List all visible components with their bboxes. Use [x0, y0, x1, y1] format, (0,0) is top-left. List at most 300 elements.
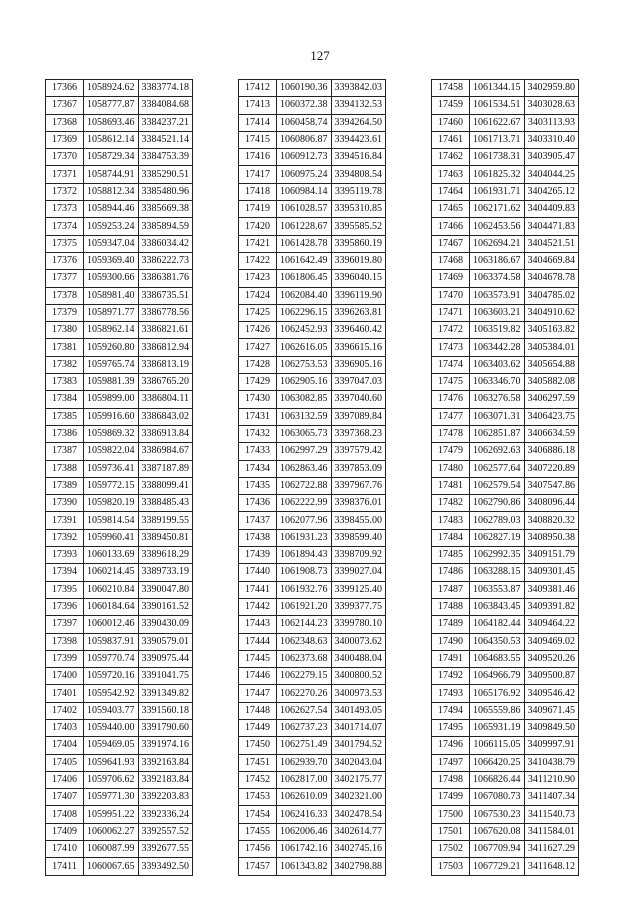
- x-coordinate-cell: 1058971.77: [84, 304, 139, 321]
- point-number-cell: 17411: [46, 858, 84, 875]
- table-row: [239, 581, 386, 598]
- point-number-cell: 17422: [239, 252, 277, 269]
- x-coordinate-cell: 1060458.74: [277, 114, 332, 131]
- point-number-cell: 17395: [46, 581, 84, 598]
- x-coordinate-cell: 1059960.41: [84, 529, 139, 546]
- table-row: [46, 598, 193, 615]
- table-row: [239, 443, 386, 460]
- x-coordinate-cell: 1059881.39: [84, 374, 139, 391]
- point-number-cell: 17415: [239, 131, 277, 148]
- x-coordinate-cell: 1062790.86: [470, 495, 525, 512]
- x-coordinate-cell: 1059260.80: [84, 339, 139, 356]
- point-number-cell: 17483: [432, 512, 470, 529]
- table-row: [432, 356, 579, 373]
- point-number-cell: 17467: [432, 235, 470, 252]
- point-number-cell: 17471: [432, 304, 470, 321]
- x-coordinate-cell: 1058981.40: [84, 287, 139, 304]
- y-coordinate-cell: 3411648.12: [524, 858, 579, 875]
- point-number-cell: 17381: [46, 339, 84, 356]
- point-number-cell: 17391: [46, 512, 84, 529]
- point-number-cell: 17501: [432, 823, 470, 840]
- point-number-cell: 17404: [46, 737, 84, 754]
- x-coordinate-cell: 1061642.49: [277, 252, 332, 269]
- table-row: [46, 529, 193, 546]
- y-coordinate-cell: 3392557.52: [138, 823, 193, 840]
- point-number-cell: 17502: [432, 841, 470, 858]
- table-row: [432, 131, 579, 148]
- y-coordinate-cell: 3387187.89: [138, 460, 193, 477]
- y-coordinate-cell: 3404471.83: [524, 218, 579, 235]
- x-coordinate-cell: 1064683.55: [470, 650, 525, 667]
- y-coordinate-cell: 3411540.73: [524, 806, 579, 823]
- x-coordinate-cell: 1062863.46: [277, 460, 332, 477]
- point-number-cell: 17462: [432, 149, 470, 166]
- x-coordinate-cell: 1059814.54: [84, 512, 139, 529]
- y-coordinate-cell: 3391560.18: [138, 702, 193, 719]
- x-coordinate-cell: 1063403.62: [470, 356, 525, 373]
- y-coordinate-cell: 3409391.82: [524, 598, 579, 615]
- x-coordinate-cell: 1058812.34: [84, 183, 139, 200]
- point-number-cell: 17430: [239, 391, 277, 408]
- y-coordinate-cell: 3397579.42: [331, 443, 386, 460]
- table-row: [46, 547, 193, 564]
- table-row: [46, 789, 193, 806]
- point-number-cell: 17409: [46, 823, 84, 840]
- y-coordinate-cell: 3386913.84: [138, 425, 193, 442]
- y-coordinate-cell: 3402321.00: [331, 789, 386, 806]
- x-coordinate-cell: 1060012.46: [84, 616, 139, 633]
- y-coordinate-cell: 3400073.62: [331, 633, 386, 650]
- point-number-cell: 17478: [432, 425, 470, 442]
- table-row: [239, 287, 386, 304]
- table-row: [46, 650, 193, 667]
- point-number-cell: 17368: [46, 114, 84, 131]
- y-coordinate-cell: 3403028.63: [524, 97, 579, 114]
- table-row: [46, 235, 193, 252]
- x-coordinate-cell: 1059916.60: [84, 408, 139, 425]
- x-coordinate-cell: 1063065.73: [277, 425, 332, 442]
- x-coordinate-cell: 1061738.31: [470, 149, 525, 166]
- y-coordinate-cell: 3384237.21: [138, 114, 193, 131]
- point-number-cell: 17425: [239, 304, 277, 321]
- table-row: [46, 131, 193, 148]
- table-row: [432, 287, 579, 304]
- x-coordinate-cell: 1062817.00: [277, 771, 332, 788]
- table-row: [432, 616, 579, 633]
- table-row: [432, 252, 579, 269]
- point-number-cell: 17437: [239, 512, 277, 529]
- y-coordinate-cell: 3386984.67: [138, 443, 193, 460]
- y-coordinate-cell: 3386034.42: [138, 235, 193, 252]
- point-number-cell: 17399: [46, 650, 84, 667]
- y-coordinate-cell: 3408096.44: [524, 495, 579, 512]
- table-row: [46, 391, 193, 408]
- point-number-cell: 17500: [432, 806, 470, 823]
- point-number-cell: 17449: [239, 719, 277, 736]
- table-row: [432, 374, 579, 391]
- x-coordinate-cell: 1067729.21: [470, 858, 525, 875]
- x-coordinate-cell: 1061713.71: [470, 131, 525, 148]
- y-coordinate-cell: 3402614.77: [331, 823, 386, 840]
- y-coordinate-cell: 3386821.61: [138, 322, 193, 339]
- y-coordinate-cell: 3404678.78: [524, 270, 579, 287]
- point-number-cell: 17495: [432, 719, 470, 736]
- x-coordinate-cell: 1065931.19: [470, 719, 525, 736]
- point-number-cell: 17475: [432, 374, 470, 391]
- y-coordinate-cell: 3401493.05: [331, 702, 386, 719]
- point-number-cell: 17454: [239, 806, 277, 823]
- x-coordinate-cell: 1059542.92: [84, 685, 139, 702]
- table-row: [432, 702, 579, 719]
- x-coordinate-cell: 1059822.04: [84, 443, 139, 460]
- table-row: [432, 218, 579, 235]
- x-coordinate-cell: 1061344.15: [470, 80, 525, 97]
- point-number-cell: 17414: [239, 114, 277, 131]
- point-number-cell: 17463: [432, 166, 470, 183]
- point-number-cell: 17382: [46, 356, 84, 373]
- point-number-cell: 17460: [432, 114, 470, 131]
- y-coordinate-cell: 3392203.83: [138, 789, 193, 806]
- point-number-cell: 17408: [46, 806, 84, 823]
- y-coordinate-cell: 3400800.52: [331, 668, 386, 685]
- x-coordinate-cell: 1060984.14: [277, 183, 332, 200]
- y-coordinate-cell: 3405882.08: [524, 374, 579, 391]
- table-row: [432, 114, 579, 131]
- y-coordinate-cell: 3397040.60: [331, 391, 386, 408]
- y-coordinate-cell: 3402175.77: [331, 771, 386, 788]
- y-coordinate-cell: 3402798.88: [331, 858, 386, 875]
- x-coordinate-cell: 1062722.88: [277, 477, 332, 494]
- x-coordinate-cell: 1059770.74: [84, 650, 139, 667]
- y-coordinate-cell: 3409997.91: [524, 737, 579, 754]
- x-coordinate-cell: 1061894.43: [277, 547, 332, 564]
- x-coordinate-cell: 1059820.19: [84, 495, 139, 512]
- y-coordinate-cell: 3394423.61: [331, 131, 386, 148]
- y-coordinate-cell: 3384521.14: [138, 131, 193, 148]
- y-coordinate-cell: 3405163.82: [524, 322, 579, 339]
- x-coordinate-cell: 1060184.64: [84, 598, 139, 615]
- x-coordinate-cell: 1060806.87: [277, 131, 332, 148]
- point-number-cell: 17492: [432, 668, 470, 685]
- table-row: [239, 252, 386, 269]
- table-row: [432, 789, 579, 806]
- x-coordinate-cell: 1060133.69: [84, 547, 139, 564]
- table-row: [239, 685, 386, 702]
- point-number-cell: 17498: [432, 771, 470, 788]
- x-coordinate-cell: 1063573.91: [470, 287, 525, 304]
- point-number-cell: 17367: [46, 97, 84, 114]
- table-row: [239, 80, 386, 97]
- table-row: [46, 322, 193, 339]
- y-coordinate-cell: 3405384.01: [524, 339, 579, 356]
- x-coordinate-cell: 1062453.56: [470, 218, 525, 235]
- table-row: [432, 771, 579, 788]
- coordinate-table-3: [431, 79, 579, 876]
- x-coordinate-cell: 1062452.93: [277, 322, 332, 339]
- point-number-cell: 17497: [432, 754, 470, 771]
- table-row: [239, 270, 386, 287]
- point-number-cell: 17499: [432, 789, 470, 806]
- point-number-cell: 17458: [432, 80, 470, 97]
- point-number-cell: 17479: [432, 443, 470, 460]
- table-row: [239, 166, 386, 183]
- x-coordinate-cell: 1060067.65: [84, 858, 139, 875]
- table-row: [239, 668, 386, 685]
- table-row: [432, 512, 579, 529]
- table-row: [239, 235, 386, 252]
- table-row: [239, 512, 386, 529]
- point-number-cell: 17403: [46, 719, 84, 736]
- x-coordinate-cell: 1061742.16: [277, 841, 332, 858]
- point-number-cell: 17486: [432, 564, 470, 581]
- y-coordinate-cell: 3399377.75: [331, 598, 386, 615]
- x-coordinate-cell: 1062373.68: [277, 650, 332, 667]
- x-coordinate-cell: 1063603.21: [470, 304, 525, 321]
- x-coordinate-cell: 1065176.92: [470, 685, 525, 702]
- point-number-cell: 17423: [239, 270, 277, 287]
- table-row: [239, 477, 386, 494]
- point-number-cell: 17412: [239, 80, 277, 97]
- y-coordinate-cell: 3392677.55: [138, 841, 193, 858]
- y-coordinate-cell: 3386813.19: [138, 356, 193, 373]
- point-number-cell: 17493: [432, 685, 470, 702]
- y-coordinate-cell: 3397967.76: [331, 477, 386, 494]
- table-row: [432, 391, 579, 408]
- x-coordinate-cell: 1059300.66: [84, 270, 139, 287]
- y-coordinate-cell: 3392183.84: [138, 771, 193, 788]
- point-number-cell: 17400: [46, 668, 84, 685]
- y-coordinate-cell: 3396263.81: [331, 304, 386, 321]
- table-row: [239, 339, 386, 356]
- y-coordinate-cell: 3396119.90: [331, 287, 386, 304]
- y-coordinate-cell: 3404910.62: [524, 304, 579, 321]
- table-row: [432, 823, 579, 840]
- x-coordinate-cell: 1062416.33: [277, 806, 332, 823]
- table-row: [46, 806, 193, 823]
- table-row: [46, 252, 193, 269]
- y-coordinate-cell: 3395860.19: [331, 235, 386, 252]
- table-row: [46, 218, 193, 235]
- point-number-cell: 17485: [432, 547, 470, 564]
- x-coordinate-cell: 1059469.05: [84, 737, 139, 754]
- x-coordinate-cell: 1058777.87: [84, 97, 139, 114]
- y-coordinate-cell: 3400973.53: [331, 685, 386, 702]
- x-coordinate-cell: 1063276.58: [470, 391, 525, 408]
- y-coordinate-cell: 3394132.53: [331, 97, 386, 114]
- y-coordinate-cell: 3409849.50: [524, 719, 579, 736]
- y-coordinate-cell: 3403905.47: [524, 149, 579, 166]
- y-coordinate-cell: 3409464.22: [524, 616, 579, 633]
- table-row: [432, 806, 579, 823]
- x-coordinate-cell: 1063132.59: [277, 408, 332, 425]
- coordinate-table-2: [238, 79, 386, 876]
- x-coordinate-cell: 1061921.20: [277, 598, 332, 615]
- point-number-cell: 17379: [46, 304, 84, 321]
- table-row: [239, 304, 386, 321]
- x-coordinate-cell: 1062992.35: [470, 547, 525, 564]
- x-coordinate-cell: 1062751.49: [277, 737, 332, 754]
- x-coordinate-cell: 1062279.15: [277, 668, 332, 685]
- x-coordinate-cell: 1067080.73: [470, 789, 525, 806]
- table-row: [46, 460, 193, 477]
- point-number-cell: 17429: [239, 374, 277, 391]
- y-coordinate-cell: 3390975.44: [138, 650, 193, 667]
- x-coordinate-cell: 1062006.46: [277, 823, 332, 840]
- table-row: [239, 408, 386, 425]
- y-coordinate-cell: 3389733.19: [138, 564, 193, 581]
- point-number-cell: 17442: [239, 598, 277, 615]
- x-coordinate-cell: 1062144.23: [277, 616, 332, 633]
- x-coordinate-cell: 1061534.51: [470, 97, 525, 114]
- x-coordinate-cell: 1060912.73: [277, 149, 332, 166]
- point-number-cell: 17469: [432, 270, 470, 287]
- point-number-cell: 17370: [46, 149, 84, 166]
- point-number-cell: 17473: [432, 339, 470, 356]
- y-coordinate-cell: 3404409.83: [524, 201, 579, 218]
- y-coordinate-cell: 3398709.92: [331, 547, 386, 564]
- table-row: [432, 270, 579, 287]
- table-row: [46, 668, 193, 685]
- point-number-cell: 17419: [239, 201, 277, 218]
- point-number-cell: 17487: [432, 581, 470, 598]
- table-row: [46, 149, 193, 166]
- y-coordinate-cell: 3389450.81: [138, 529, 193, 546]
- table-row: [432, 581, 579, 598]
- point-number-cell: 17421: [239, 235, 277, 252]
- y-coordinate-cell: 3402745.16: [331, 841, 386, 858]
- y-coordinate-cell: 3409151.79: [524, 547, 579, 564]
- table-row: [46, 858, 193, 875]
- x-coordinate-cell: 1067530.23: [470, 806, 525, 823]
- x-coordinate-cell: 1059706.62: [84, 771, 139, 788]
- point-number-cell: 17418: [239, 183, 277, 200]
- x-coordinate-cell: 1061228.67: [277, 218, 332, 235]
- table-row: [46, 80, 193, 97]
- x-coordinate-cell: 1062084.40: [277, 287, 332, 304]
- point-number-cell: 17386: [46, 425, 84, 442]
- y-coordinate-cell: 3402959.80: [524, 80, 579, 97]
- x-coordinate-cell: 1063071.31: [470, 408, 525, 425]
- table-row: [46, 477, 193, 494]
- point-number-cell: 17440: [239, 564, 277, 581]
- point-number-cell: 17447: [239, 685, 277, 702]
- x-coordinate-cell: 1062789.03: [470, 512, 525, 529]
- y-coordinate-cell: 3394516.84: [331, 149, 386, 166]
- y-coordinate-cell: 3392163.84: [138, 754, 193, 771]
- table-row: [432, 425, 579, 442]
- table-row: [432, 201, 579, 218]
- table-row: [432, 97, 579, 114]
- x-coordinate-cell: 1059440.00: [84, 719, 139, 736]
- x-coordinate-cell: 1059736.41: [84, 460, 139, 477]
- y-coordinate-cell: 3392336.24: [138, 806, 193, 823]
- y-coordinate-cell: 3409671.45: [524, 702, 579, 719]
- table-row: [432, 235, 579, 252]
- y-coordinate-cell: 3397368.23: [331, 425, 386, 442]
- point-number-cell: 17375: [46, 235, 84, 252]
- y-coordinate-cell: 3408950.38: [524, 529, 579, 546]
- point-number-cell: 17402: [46, 702, 84, 719]
- table-row: [46, 408, 193, 425]
- table-row: [239, 719, 386, 736]
- y-coordinate-cell: 3411627.29: [524, 841, 579, 858]
- point-number-cell: 17484: [432, 529, 470, 546]
- y-coordinate-cell: 3391041.75: [138, 668, 193, 685]
- table-row: [239, 495, 386, 512]
- y-coordinate-cell: 3397089.84: [331, 408, 386, 425]
- table-row: [46, 374, 193, 391]
- table-row: [46, 719, 193, 736]
- y-coordinate-cell: 3395119.78: [331, 183, 386, 200]
- x-coordinate-cell: 1060190.36: [277, 80, 332, 97]
- point-number-cell: 17398: [46, 633, 84, 650]
- x-coordinate-cell: 1063346.70: [470, 374, 525, 391]
- x-coordinate-cell: 1062737.23: [277, 719, 332, 736]
- point-number-cell: 17436: [239, 495, 277, 512]
- table-row: [46, 339, 193, 356]
- y-coordinate-cell: 3393842.03: [331, 80, 386, 97]
- table-row: [432, 80, 579, 97]
- table-row: [239, 322, 386, 339]
- point-number-cell: 17377: [46, 270, 84, 287]
- table-row: [239, 391, 386, 408]
- x-coordinate-cell: 1058693.46: [84, 114, 139, 131]
- table-row: [46, 114, 193, 131]
- table-row: [46, 443, 193, 460]
- point-number-cell: 17494: [432, 702, 470, 719]
- y-coordinate-cell: 3407220.89: [524, 460, 579, 477]
- y-coordinate-cell: 3404669.84: [524, 252, 579, 269]
- table-row: [239, 131, 386, 148]
- point-number-cell: 17490: [432, 633, 470, 650]
- x-coordinate-cell: 1059403.77: [84, 702, 139, 719]
- table-row: [239, 789, 386, 806]
- point-number-cell: 17489: [432, 616, 470, 633]
- table-row: [46, 823, 193, 840]
- point-number-cell: 17453: [239, 789, 277, 806]
- y-coordinate-cell: 3396019.80: [331, 252, 386, 269]
- y-coordinate-cell: 3398376.01: [331, 495, 386, 512]
- y-coordinate-cell: 3386735.51: [138, 287, 193, 304]
- x-coordinate-cell: 1061806.45: [277, 270, 332, 287]
- table-row: [239, 650, 386, 667]
- point-number-cell: 17482: [432, 495, 470, 512]
- x-coordinate-cell: 1063843.45: [470, 598, 525, 615]
- y-coordinate-cell: 3398455.00: [331, 512, 386, 529]
- table-row: [239, 97, 386, 114]
- point-number-cell: 17394: [46, 564, 84, 581]
- table-row: [46, 616, 193, 633]
- point-number-cell: 17417: [239, 166, 277, 183]
- point-number-cell: 17433: [239, 443, 277, 460]
- y-coordinate-cell: 3394808.54: [331, 166, 386, 183]
- table-row: [239, 547, 386, 564]
- table-row: [432, 460, 579, 477]
- point-number-cell: 17371: [46, 166, 84, 183]
- y-coordinate-cell: 3385669.38: [138, 201, 193, 218]
- table-row: [239, 356, 386, 373]
- x-coordinate-cell: 1061428.78: [277, 235, 332, 252]
- point-number-cell: 17435: [239, 477, 277, 494]
- table-row: [46, 425, 193, 442]
- table-row: [46, 183, 193, 200]
- x-coordinate-cell: 1062610.09: [277, 789, 332, 806]
- y-coordinate-cell: 3406634.59: [524, 425, 579, 442]
- y-coordinate-cell: 3402043.04: [331, 754, 386, 771]
- x-coordinate-cell: 1062577.64: [470, 460, 525, 477]
- y-coordinate-cell: 3390047.80: [138, 581, 193, 598]
- y-coordinate-cell: 3406297.59: [524, 391, 579, 408]
